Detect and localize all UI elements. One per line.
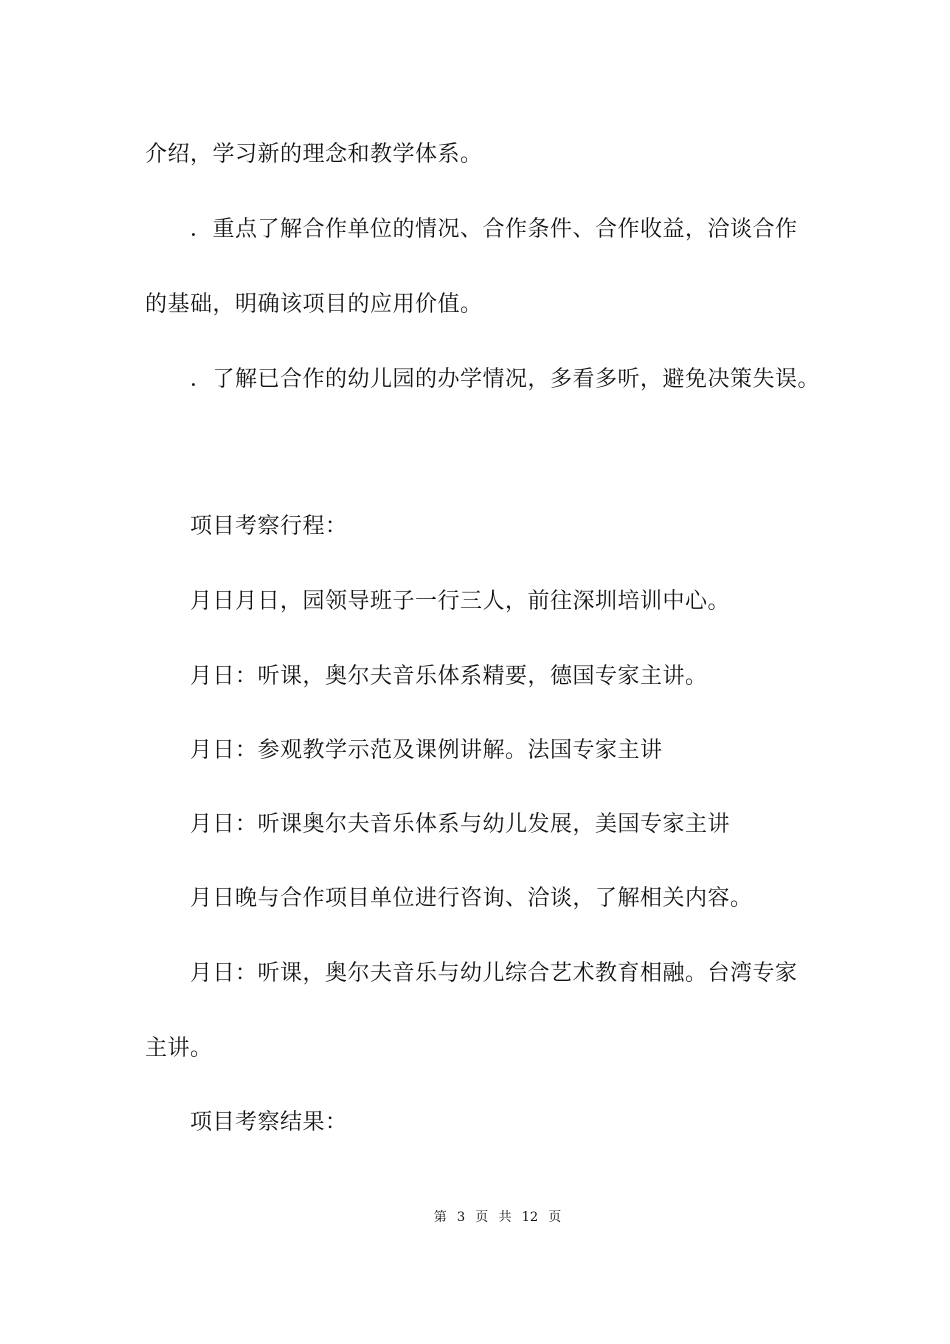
itinerary-heading: 项目考察行程： [190,514,348,539]
footer-label: 共 [498,1210,512,1225]
itinerary-item-continuation: 主讲。 [145,1036,213,1061]
paragraph-line: ．重点了解合作单位的情况、合作条件、合作收益，洽谈合作 [190,217,798,242]
footer-label: 页 [475,1210,489,1225]
paragraph-line: ．了解已合作的幼儿园的办学情况，多看多听，避免决策失误。 [190,367,821,392]
paragraph-continuation: 介绍，学习新的理念和教学体系。 [145,142,483,167]
itinerary-item: 月日晚与合作项目单位进行咨询、洽谈，了解相关内容。 [190,886,753,911]
itinerary-item: 月日：参观教学示范及课例讲解。法国专家主讲 [190,738,663,763]
page-number-current: 3 [456,1210,466,1225]
itinerary-item: 月日月日，园领导班子一行三人，前往深圳培训中心。 [190,589,731,614]
paragraph-line: 的基础，明确该项目的应用价值。 [145,292,483,317]
itinerary-item: 月日：听课，奥尔夫音乐与幼儿综合艺术教育相融。台湾专家 [190,961,798,986]
itinerary-item: 月日：听课，奥尔夫音乐体系精要，德国专家主讲。 [190,664,708,689]
page-number-total: 12 [521,1210,539,1225]
itinerary-item: 月日：听课奥尔夫音乐体系与幼儿发展，美国专家主讲 [190,812,731,837]
footer-label: 页 [548,1210,562,1225]
page-footer [0,1209,950,1227]
footer-label: 第 [433,1210,447,1225]
results-heading: 项目考察结果： [190,1110,348,1135]
